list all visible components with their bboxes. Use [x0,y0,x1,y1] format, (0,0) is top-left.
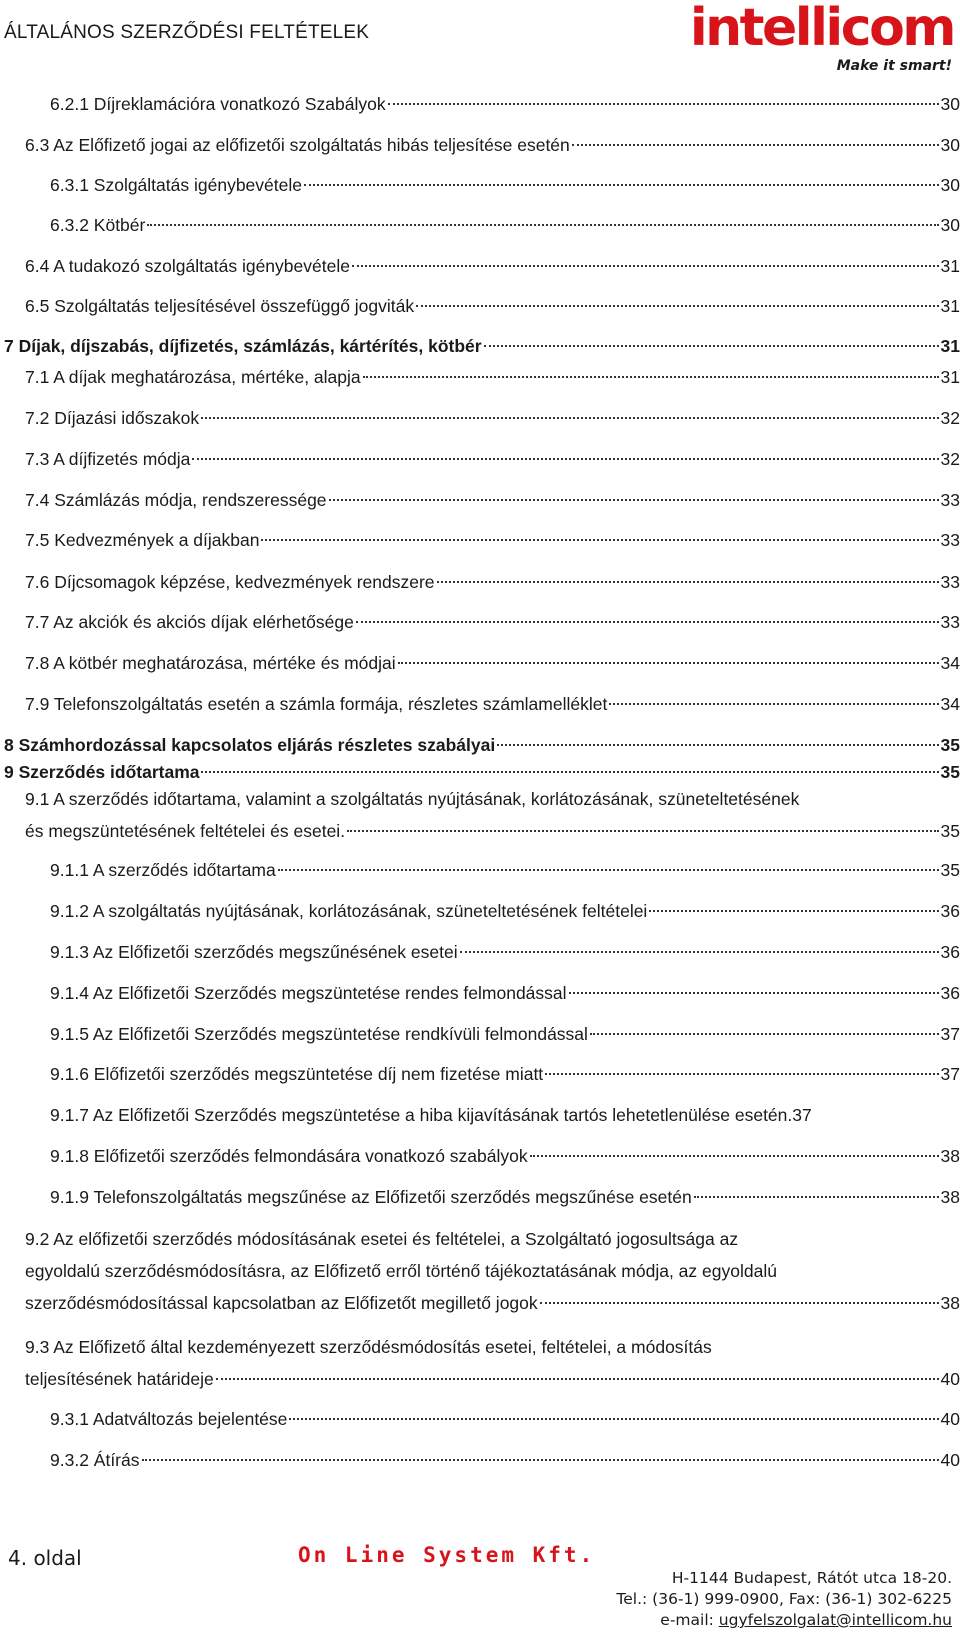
dot-leader [216,1378,939,1380]
dot-leader [192,458,938,460]
toc-entry[interactable] [50,209,960,241]
toc-entry-title: 9.1.5 Az Előfizetői Szerződés megszüntetése rendkívüli felmondással [50,1024,588,1044]
dot-leader [201,771,938,773]
toc-page-number: 33 [940,490,960,510]
toc-page-number: 36 [940,983,960,1003]
toc-entry-title: 9.1.8 Előfizetői szerződés felmondására vonatkozó szabályok [50,1146,528,1166]
toc-entry[interactable] [25,606,960,638]
toc-page-number: 38 [940,1293,960,1313]
toc-entry-title-cont: teljesítésének határideje [25,1369,214,1389]
toc-entry[interactable] [25,783,960,847]
toc-page-number: 35 [940,762,960,782]
email-line [616,1610,952,1631]
toc-entry-title: 9.1.6 Előfizetői szerződés megszüntetése díj nem fizetése miatt [50,1064,544,1084]
dot-leader [460,951,939,953]
toc-entry[interactable] [50,977,960,1009]
dot-leader [540,1302,939,1304]
toc-entry[interactable] [25,129,960,161]
toc-entry-title: 8 Számhordozással kapcsolatos eljárás részletes szabályai [4,735,496,755]
toc-page-number: 35 [940,821,960,841]
toc-entry[interactable] [50,1099,960,1131]
toc-entry[interactable] [50,88,960,120]
toc-entry-title: 6.3.2 Kötbér [50,215,146,235]
toc-entry-title: 9.3.1 Adatváltozás bejelentése [50,1409,288,1429]
toc-entry-title: 7.5 Kedvezmények a díjakban [25,530,260,550]
contact-block [616,1568,952,1631]
toc-entry-title: 7.4 Számlázás módja, rendszeressége [25,490,327,510]
toc-page-number: 32 [940,449,960,469]
page-number-label: 4. oldal [8,1546,82,1570]
toc-entry[interactable] [25,443,960,475]
toc-page-number: 31 [940,296,960,316]
toc-entry[interactable] [50,1181,960,1213]
dot-leader [609,703,938,705]
dot-leader [329,499,939,501]
toc-page-number: 33 [940,530,960,550]
toc-page-number: 35 [940,735,960,755]
toc-page-number: 40 [940,1450,960,1470]
toc-entry[interactable] [25,524,960,556]
toc-entry[interactable] [25,484,960,516]
toc-entry[interactable] [25,290,960,322]
dot-leader [201,417,938,419]
dot-leader [261,539,938,541]
toc-entry-title: 7.1 A díjak meghatározása, mértéke, alapja [25,367,361,387]
toc-entry[interactable] [50,1444,960,1476]
toc-entry[interactable] [25,1223,960,1319]
toc-entry-title: 9.1 A szerződés időtartama, valamint a szolgáltatás nyújtásának, korlátozásának, szüneteltetésének [25,789,800,809]
toc-page-number: 33 [940,572,960,592]
toc-entry-title-cont: egyoldalú szerződésmódosításra, az Előfizető erről történő tájékoztatásának módja, az egyoldalú [25,1261,777,1281]
dot-leader [352,265,939,267]
dot-leader [142,1459,939,1461]
toc-entry[interactable] [50,1403,960,1435]
toc-entry-title: 7.8 A kötbér meghatározása, mértéke és módjai [25,653,396,673]
toc-page-number: 38 [940,1146,960,1166]
toc-entry[interactable] [25,688,960,720]
toc-entry-title: 9.1.1 A szerződés időtartama [50,860,276,880]
toc-entry[interactable] [25,566,960,598]
toc-entry-title: 7.9 Telefonszolgáltatás esetén a számla formája, részletes számlamelléklet [25,694,608,714]
toc-entry[interactable] [25,250,960,282]
toc-page-number: 40 [940,1369,960,1389]
toc-entry-title: 7.6 Díjcsomagok képzése, kedvezmények rendszere [25,572,435,592]
toc-entry-title: 9.3.2 Átírás [50,1450,140,1470]
toc-page-number: 38 [940,1187,960,1207]
toc-entry-title: 7.7 Az akciók és akciós díjak elérhetősége [25,612,354,632]
dot-leader [363,376,939,378]
toc-entry-title: 6.2.1 Díjreklamációra vonatkozó Szabályok [50,94,386,114]
dot-leader [497,744,938,746]
dot-leader [347,830,938,832]
toc-entry[interactable] [50,1018,960,1050]
document-title: ÁLTALÁNOS SZERZŐDÉSI FELTÉTELEK [4,22,370,43]
dot-leader [569,992,939,994]
toc-entry-title: 9 Szerződés időtartama [4,762,200,782]
toc-page-number: 30 [940,94,960,114]
dot-leader [545,1073,938,1075]
toc-entry[interactable] [50,169,960,201]
toc-entry-title: 9.1.9 Telefonszolgáltatás megszűnése az Előfizetői szerződés megszűnése esetén [50,1187,692,1207]
toc-entry[interactable] [50,936,960,968]
toc-chapter[interactable] [4,330,960,362]
toc-entry[interactable] [50,1058,960,1090]
toc-page-number: 37 [940,1024,960,1044]
toc-page-number: 31 [940,367,960,387]
toc-entry-title: 7.3 A díjfizetés módja [25,449,191,469]
toc-page-number: 30 [940,215,960,235]
dot-leader [398,662,939,664]
email-link[interactable]: ugyfelszolgalat@intellicom.hu [718,1611,952,1629]
dot-leader [590,1033,939,1035]
intellicom-logo [686,2,954,74]
toc-entry-title: 6.5 Szolgáltatás teljesítésével összefüggő jogviták [25,296,415,316]
dot-leader [278,869,939,871]
toc-page-number: 33 [940,612,960,632]
toc-entry[interactable] [25,402,960,434]
toc-page-number: 31 [940,256,960,276]
company-name: On Line System Kft. [298,1543,596,1567]
toc-entry[interactable] [50,854,960,886]
toc-entry-title: 7 Díjak, díjszabás, díjfizetés, számlázás, kártérítés, kötbér [4,336,482,356]
dot-leader [416,305,938,307]
toc-page-number: 36 [940,942,960,962]
toc-entry-title: 7.2 Díjazási időszakok [25,408,200,428]
dot-leader [572,144,939,146]
toc-page-number: 37 [940,1064,960,1084]
toc-entry-title: 9.1.2 A szolgáltatás nyújtásának, korlátozásának, szüneteltetésének feltételei [50,901,648,921]
toc-page-number: 31 [940,336,960,356]
toc-entry-title: 6.3 Az Előfizető jogai az előfizetői szolgáltatás hibás teljesítése esetén [25,135,570,155]
dot-leader [147,224,938,226]
logo-wordmark: intellicom [689,0,954,58]
toc-entry-title: 9.3 Az Előfizető által kezdeményezett szerződésmódosítás esetei, feltételei, a módosítás [25,1337,712,1357]
email-label: e-mail: [660,1611,719,1629]
logo-tagline: Make it smart! [836,58,952,74]
toc-entry-title: 9.1.3 Az Előfizetői szerződés megszűnésének esetei [50,942,458,962]
toc-entry-title-cont: szerződésmódosítással kapcsolatban az Előfizetőt megillető jogok [25,1293,538,1313]
toc-page-number: 32 [940,408,960,428]
toc-page-number: 37 [792,1105,812,1125]
toc-entry-title: 9.2 Az előfizetői szerződés módosításának esetei és feltételei, a Szolgáltató jogosultsága az [25,1229,739,1249]
dot-leader [356,621,939,623]
dot-leader [649,910,938,912]
phone-line: Tel.: (36-1) 999-0900, Fax: (36-1) 302-6225 [616,1590,952,1608]
dot-leader [304,184,939,186]
toc-page-number: 40 [940,1409,960,1429]
address-line: H-1144 Budapest, Rátót utca 18-20. [671,1569,952,1587]
dot-leader [289,1418,938,1420]
toc-entry[interactable] [25,1331,960,1395]
toc-entry-title: 9.1.7 Az Előfizetői Szerződés megszüntetése a hiba kijavításának tartós lehetetlenülése esetén. [50,1105,793,1125]
toc-entry[interactable] [50,895,960,927]
toc-entry[interactable] [25,361,960,393]
toc-page-number: 36 [940,901,960,921]
toc-page-number: 30 [940,135,960,155]
dot-leader [530,1155,939,1157]
dot-leader [437,581,939,583]
dot-leader [694,1196,939,1198]
toc-page-number: 34 [940,694,960,714]
toc-entry[interactable] [50,1140,960,1172]
dot-leader [484,345,939,347]
toc-page-number: 30 [940,175,960,195]
toc-page-number: 34 [940,653,960,673]
toc-entry[interactable] [25,647,960,679]
toc-entry-title-cont: és megszüntetésének feltételei és esetei. [25,821,346,841]
toc-page-number: 35 [940,860,960,880]
toc-entry-title: 6.4 A tudakozó szolgáltatás igénybevétele [25,256,350,276]
toc-entry-title: 9.1.4 Az Előfizetői Szerződés megszüntetése rendes felmondással [50,983,567,1003]
dot-leader [388,103,939,105]
toc-entry-title: 6.3.1 Szolgáltatás igénybevétele [50,175,302,195]
